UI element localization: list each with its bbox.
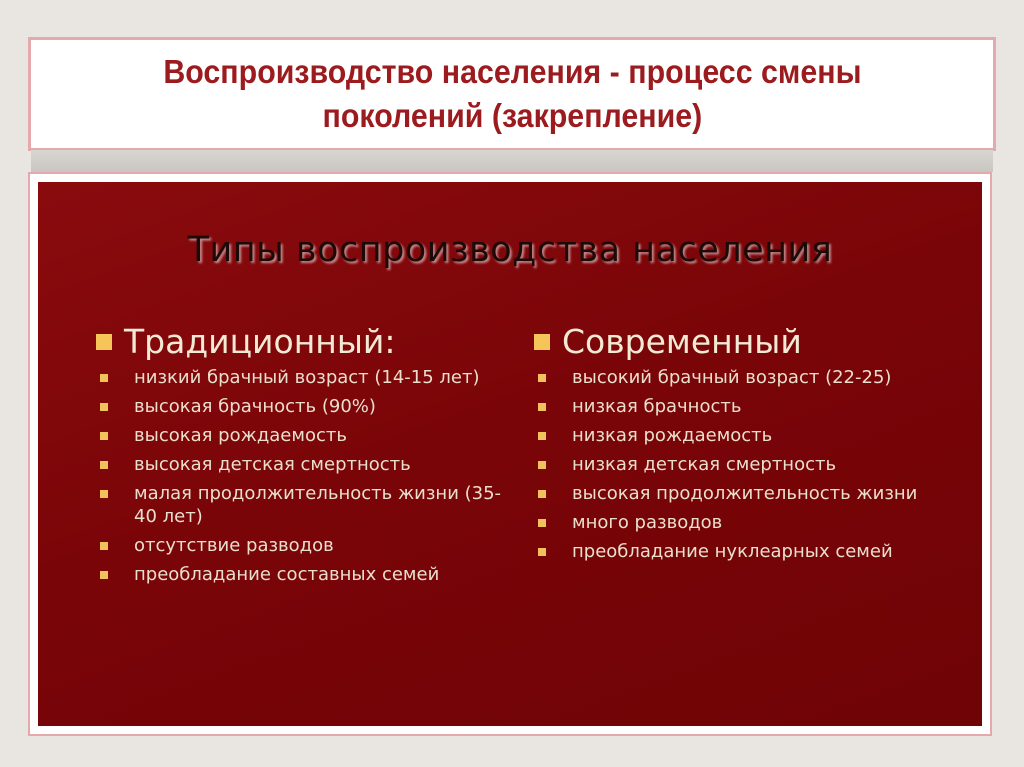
content-panel bbox=[38, 182, 982, 726]
square-bullet-icon bbox=[100, 571, 108, 579]
square-bullet-icon bbox=[100, 542, 108, 550]
list-item bbox=[534, 482, 954, 505]
square-bullet-icon bbox=[100, 403, 108, 411]
list-item-text: низкая брачность bbox=[572, 396, 742, 417]
list-item bbox=[96, 534, 516, 557]
modern-list bbox=[534, 366, 954, 563]
list-item-text: много разводов bbox=[572, 512, 723, 533]
square-bullet-icon bbox=[96, 334, 112, 350]
column-heading-modern bbox=[534, 322, 954, 362]
column-traditional bbox=[96, 322, 516, 592]
list-item-text: высокий брачный возраст (22-25) bbox=[572, 367, 892, 388]
list-item bbox=[534, 424, 954, 447]
list-item bbox=[96, 395, 516, 418]
square-bullet-icon bbox=[538, 403, 546, 411]
slide-title: Воспроизводство населения - процесс смены поколений (закрепление) bbox=[162, 53, 862, 134]
square-bullet-icon bbox=[100, 461, 108, 469]
panel-title: Типы воспроизводства населения bbox=[187, 230, 833, 270]
list-item bbox=[96, 453, 516, 476]
list-item-text: высокая рождаемость bbox=[134, 425, 347, 446]
list-item bbox=[96, 482, 516, 528]
list-item bbox=[534, 453, 954, 476]
square-bullet-icon bbox=[538, 548, 546, 556]
list-item-text: низкая детская смертность bbox=[572, 454, 837, 475]
list-item-text: преобладание нуклеарных семей bbox=[572, 541, 893, 562]
square-bullet-icon bbox=[100, 374, 108, 382]
list-item bbox=[534, 366, 954, 389]
square-bullet-icon bbox=[100, 490, 108, 498]
list-item-text: отсутствие разводов bbox=[134, 535, 334, 556]
list-item bbox=[534, 395, 954, 418]
list-item bbox=[534, 540, 954, 563]
square-bullet-icon bbox=[538, 461, 546, 469]
traditional-list bbox=[96, 366, 516, 586]
column-heading-label: Современный bbox=[562, 322, 802, 361]
list-item-text: низкий брачный возраст (14-15 лет) bbox=[134, 367, 480, 388]
list-item-text: высокая брачность (90%) bbox=[134, 396, 376, 417]
list-item-text: высокая детская смертность bbox=[134, 454, 411, 475]
list-item bbox=[534, 511, 954, 534]
column-heading-label: Традиционный: bbox=[124, 322, 396, 361]
square-bullet-icon bbox=[538, 374, 546, 382]
list-item bbox=[96, 366, 516, 389]
list-item-text: низкая рождаемость bbox=[572, 425, 773, 446]
list-item bbox=[96, 424, 516, 447]
title-shadow-strip bbox=[31, 150, 993, 172]
square-bullet-icon bbox=[534, 334, 550, 350]
column-modern bbox=[534, 322, 954, 569]
slide-title-box bbox=[28, 37, 996, 151]
list-item-text: высокая продолжительность жизни bbox=[572, 483, 918, 504]
square-bullet-icon bbox=[538, 432, 546, 440]
content-frame bbox=[28, 172, 992, 736]
list-item bbox=[96, 563, 516, 586]
list-item-text: преобладание составных семей bbox=[134, 564, 440, 585]
column-heading-traditional bbox=[96, 322, 516, 362]
square-bullet-icon bbox=[538, 519, 546, 527]
square-bullet-icon bbox=[538, 490, 546, 498]
list-item-text: малая продолжительность жизни (35-40 лет) bbox=[134, 483, 502, 527]
square-bullet-icon bbox=[100, 432, 108, 440]
